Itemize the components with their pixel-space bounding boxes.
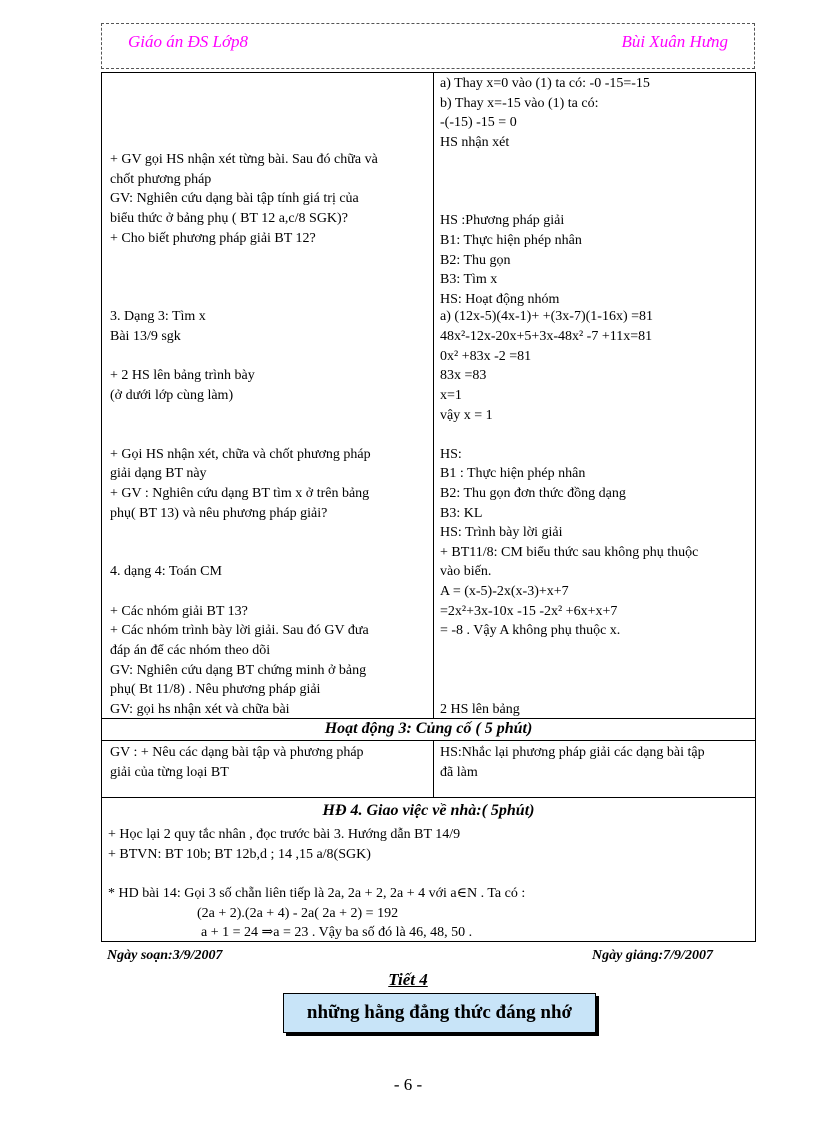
page-header	[101, 23, 755, 69]
lesson-title: những hằng đẳng thức đáng nhớ	[283, 993, 596, 1033]
right-line: 48x²-12x-20x+5+3x-48x² -7 +11x=81	[440, 329, 653, 344]
activity4-line: (2a + 2).(2a + 4) - 2a( 2a + 2) = 192	[197, 906, 399, 921]
left-line: GV: gọi hs nhận xét và chữa bài	[110, 702, 290, 717]
row-divider	[102, 718, 755, 719]
right-line: HS: Trình bày lời giải	[440, 525, 563, 540]
right-line: B1: Thực hiện phép nhân	[440, 233, 582, 248]
right-line: vào biến.	[440, 564, 492, 579]
right-line: -(-15) -15 = 0	[440, 115, 517, 130]
right-line: HS:	[440, 447, 462, 462]
teaching-date: Ngày giảng:7/9/2007	[592, 948, 713, 963]
right-line: B1 : Thực hiện phép nhân	[440, 466, 586, 481]
right-line: B3: KL	[440, 506, 483, 521]
activity4-line: + Học lại 2 quy tắc nhân , đọc trước bài 3. Hướng dẫn BT 14/9	[108, 827, 461, 842]
left-line: + Gọi HS nhận xét, chữa và chốt phương pháp	[110, 447, 371, 462]
right-line: + BT11/8: CM biểu thức sau không phụ thuộc	[440, 545, 699, 560]
activity4-line: * HD bài 14: Gọi 3 số chẵn liên tiếp là 2a, 2a + 2, 2a + 4 với a∈N . Ta có :	[108, 886, 526, 901]
right-line: 2 HS lên bảng	[440, 702, 520, 717]
right-line: HS nhận xét	[440, 135, 510, 150]
left-line: giải dạng BT này	[110, 466, 207, 481]
right-line: B2: Thu gọn đơn thức đồng dạng	[440, 486, 626, 501]
page-number: - 6 -	[393, 1075, 423, 1094]
right-line: =2x²+3x-10x -15 -2x² +6x+x+7	[440, 604, 618, 619]
activity4-title: HĐ 4. Giao việc về nhà:( 5phút)	[322, 802, 535, 819]
activity3-left-line: giải của từng loại BT	[110, 765, 229, 780]
left-line: + Các nhóm giải BT 13?	[110, 604, 248, 619]
left-line: (ở dưới lớp cùng làm)	[110, 388, 234, 403]
right-line: 83x =83	[440, 368, 487, 383]
preparation-date: Ngày soạn:3/9/2007	[107, 948, 223, 963]
activity3-left-line: GV : + Nêu các dạng bài tập và phương pháp	[110, 745, 364, 760]
right-line: a) (12x-5)(4x-1)+ +(3x-7)(1-16x) =81	[440, 309, 654, 324]
right-line: b) Thay x=-15 vào (1) ta có:	[440, 96, 599, 111]
right-line: HS :Phương pháp giải	[440, 213, 565, 228]
left-line: 4. dạng 4: Toán CM	[110, 564, 222, 579]
left-line: + GV gọi HS nhận xét từng bài. Sau đó chữa và	[110, 152, 378, 167]
left-line: GV: Nghiên cứu dạng bài tập tính giá trị của	[110, 191, 359, 206]
column-divider	[433, 73, 434, 718]
activity3-right-line: đã làm	[440, 765, 478, 780]
right-line: x=1	[440, 388, 462, 403]
right-line: HS: Hoạt động nhóm	[440, 292, 560, 307]
left-line: biểu thức ở bảng phụ ( BT 12 a,c/8 SGK)?	[110, 211, 348, 226]
lesson-table	[101, 72, 756, 942]
left-line: đáp án để các nhóm theo dõi	[110, 643, 271, 658]
right-line: A = (x-5)-2x(x-3)+x+7	[440, 584, 569, 599]
right-line: vậy x = 1	[440, 408, 493, 423]
column-divider	[433, 740, 434, 797]
right-line: 0x² +83x -2 =81	[440, 349, 532, 364]
left-line: Bài 13/9 sgk	[110, 329, 181, 344]
left-line: phụ( Bt 11/8) . Nêu phương pháp giải	[110, 682, 321, 697]
left-line: 3. Dạng 3: Tìm x	[110, 309, 206, 324]
left-line: phụ( BT 13) và nêu phương pháp giải?	[110, 506, 328, 521]
right-line: = -8 . Vậy A không phụ thuộc x.	[440, 623, 621, 638]
right-line: a) Thay x=0 vào (1) ta có: -0 -15=-15	[440, 76, 650, 91]
activity3-title: Hoạt động 3: Củng cố ( 5 phút)	[324, 720, 533, 737]
activity4-line: + BTVN: BT 10b; BT 12b,d ; 14 ,15 a/8(SGK)	[108, 847, 371, 862]
row-divider	[102, 740, 755, 741]
left-line: + Các nhóm trình bày lời giải. Sau đó GV đưa	[110, 623, 369, 638]
left-line: chốt phương pháp	[110, 172, 212, 187]
activity3-right-line: HS:Nhắc lại phương pháp giải các dạng bài tập	[440, 745, 705, 760]
left-line: + 2 HS lên bảng trình bày	[110, 368, 255, 383]
left-line: + Cho biết phương pháp giải BT 12?	[110, 231, 316, 246]
header-subject: Giáo án ĐS Lớp8	[128, 32, 249, 51]
left-line: + GV : Nghiên cứu dạng BT tìm x ở trên bảng	[110, 486, 370, 501]
activity4-line: a + 1 = 24 ⇒a = 23 . Vậy ba số đó là 46, 48, 50 .	[201, 925, 473, 940]
left-line: GV: Nghiên cứu dạng BT chứng minh ở bảng	[110, 663, 367, 678]
row-divider	[102, 797, 755, 798]
lesson-number: Tiết 4	[388, 970, 428, 989]
header-author: Bùi Xuân Hưng	[621, 32, 728, 51]
right-line: B2: Thu gọn	[440, 253, 511, 268]
right-line: B3: Tìm x	[440, 272, 498, 287]
